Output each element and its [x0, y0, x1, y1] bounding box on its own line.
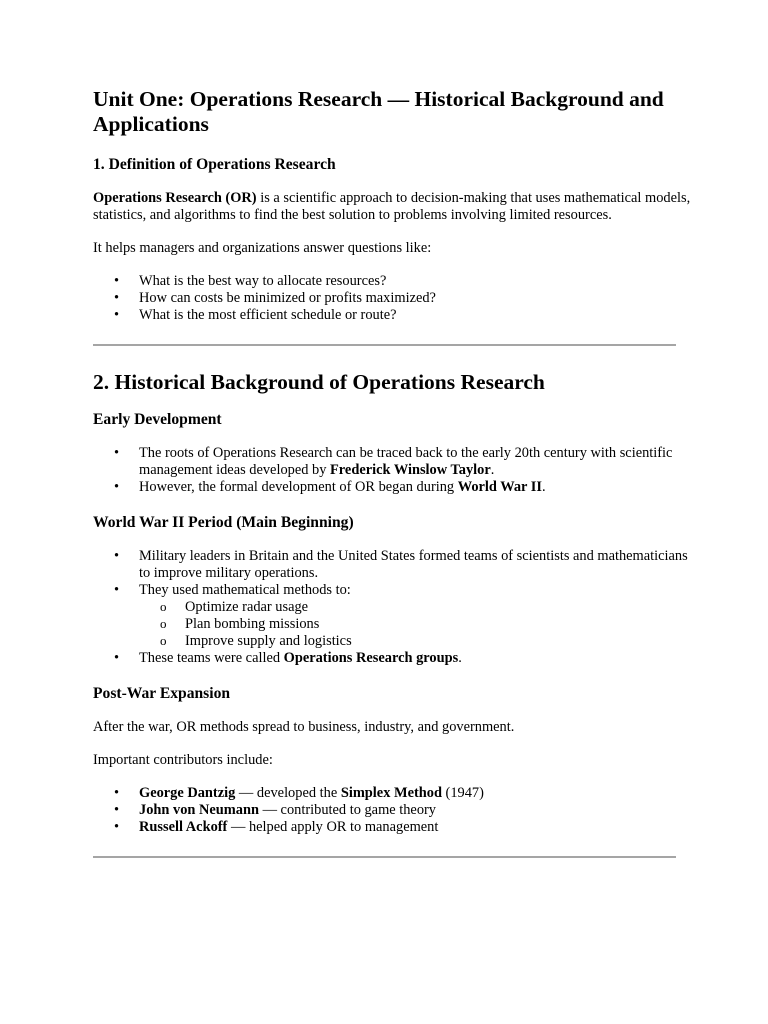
contributors-intro: Important contributors include: — [93, 752, 273, 768]
person-name: Frederick Winslow Taylor — [330, 462, 491, 478]
questions-list — [93, 273, 693, 324]
ww2-list — [93, 548, 693, 667]
definition-text: is a scientific approach to decision-making that uses mathematical models, statistics, and algorithms to find the best solution to problems involving limited resources. — [93, 190, 691, 223]
list-item-text: They used mathematical methods to: — [139, 582, 351, 598]
early-development-list — [93, 445, 693, 496]
list-item — [93, 785, 693, 802]
post-war-heading: Post-War Expansion — [93, 685, 231, 702]
contributor-name: George Dantzig — [139, 785, 236, 801]
list-item-text: These teams were called — [139, 650, 284, 666]
list-item: • How can costs be minimized or profits maximized? — [93, 290, 693, 307]
list-item — [93, 819, 693, 836]
list-item-end: . — [458, 650, 462, 666]
methods-sublist — [139, 599, 693, 650]
questions-intro: It helps managers and organizations answer questions like: — [93, 240, 432, 256]
list-item-text: — developed the — [235, 785, 341, 801]
sublist-item: o Optimize radar usage — [139, 599, 693, 616]
event-name: World War II — [457, 479, 542, 495]
ww2-heading: World War II Period (Main Beginning) — [93, 514, 354, 531]
group-name: Operations Research groups — [283, 650, 459, 666]
list-item — [93, 445, 693, 479]
section-2-heading: 2. Historical Background of Operations Research — [93, 370, 545, 394]
list-item: • Military leaders in Britain and the United States formed teams of scientists and mathematicians to improve military operations. — [93, 548, 693, 582]
section-1-heading: 1. Definition of Operations Research — [93, 156, 336, 173]
definition-term: Operations Research (OR) — [93, 190, 257, 206]
list-item: • What is the most efficient schedule or route? — [93, 307, 693, 324]
contributor-name: Russell Ackoff — [139, 819, 228, 835]
list-item — [93, 802, 693, 819]
list-item — [93, 650, 693, 667]
list-item-text: — contributed to game theory — [258, 802, 437, 818]
list-item-end: . — [541, 479, 546, 495]
document-content — [93, 87, 693, 858]
list-item — [93, 582, 693, 650]
post-war-paragraph: After the war, OR methods spread to business, industry, and government. — [93, 719, 515, 735]
sublist-item: o Plan bombing missions — [139, 616, 693, 633]
definition-paragraph — [93, 190, 693, 224]
list-item-text: However, the formal development of OR began during — [139, 479, 458, 495]
section-divider — [93, 344, 676, 346]
list-item-end: . — [490, 462, 495, 478]
list-item — [93, 479, 693, 496]
contributors-list — [93, 785, 693, 836]
section-divider — [93, 856, 676, 858]
early-development-heading: Early Development — [93, 411, 222, 428]
list-item-text: — helped apply OR to management — [227, 819, 439, 835]
sublist-item: o Improve supply and logistics — [139, 633, 693, 650]
list-item-end: (1947) — [441, 785, 484, 801]
method-name: Simplex Method — [340, 785, 442, 801]
contributor-name: John von Neumann — [139, 802, 259, 818]
list-item: • What is the best way to allocate resources? — [93, 273, 693, 290]
page-title: Unit One: Operations Research — Historical Background and Applications — [93, 87, 664, 136]
list-item-text: The roots of Operations Research can be traced back to the early 20th century with scientific management ideas developed by — [139, 445, 673, 478]
